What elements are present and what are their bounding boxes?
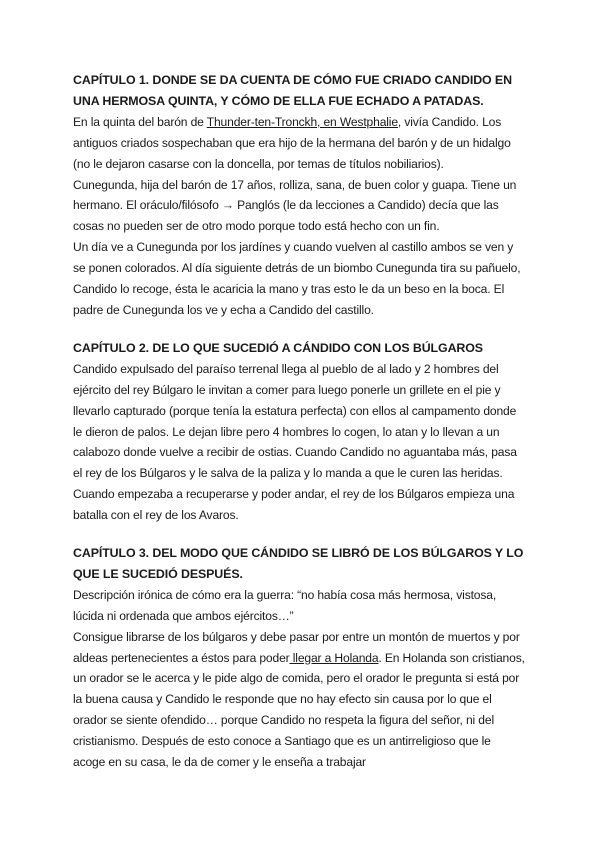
text-run: En la quinta del barón de: [73, 114, 207, 129]
text-run: Consigue librarse de los búlgaros y debe pasar por entre un montón de muertos y por aldeas pertenecientes a éstos para poder: [73, 629, 520, 665]
chapter-2-heading: CAPÍTULO 2. DE LO QUE SUCEDIÓ A CÁNDIDO CON LOS BÚLGAROS: [73, 340, 483, 355]
underlined-place-name: llegar a Holanda: [289, 650, 379, 665]
chapter-1: [73, 70, 525, 321]
text-run: Descripción irónica de cómo era la guerra: “no había cosa más hermosa, vistosa, lúcida ni ordenada que ambos ejércitos…”: [73, 587, 497, 623]
text-run: Un día ve a Cunegunda por los jardínes y cuando vuelven al castillo ambos se ven y se ponen colorados. Al día siguiente detrás de un biombo Cunegunda tira su pañuelo, Candido lo recoge, ésta le acaricia la mano y tras esto le da un beso en la boca. El padre de Cunegunda los ve y echa a Candido del castillo.: [73, 240, 521, 317]
chapter-3-paragraph-2: [73, 627, 525, 773]
chapter-3-heading: CAPÍTULO 3. DEL MODO QUE CÁNDIDO SE LIBRÓ DE LOS BÚLGAROS Y LO QUE LE SUCEDIÓ DESPUÉS.: [73, 546, 524, 581]
chapter-1-heading: CAPÍTULO 1. DONDE SE DA CUENTA DE CÓMO FUE CRIADO CANDIDO EN UNA HERMOSA QUINTA, Y CÓMO DE ELLA FUE ECHADO A PATADAS.: [73, 73, 512, 108]
text-run: Candido expulsado del paraíso terrenal llega al pueblo de al lado y 2 hombres del ejército del rey Búlgaro le invitan a comer para luego ponerle un grillete en el pie y llevarlo capturado (porque tenía la estatura perfecta) con ellos al campamento donde le dieron de palos. Le dejan libre pero 4 hombres lo cogen, lo atan y lo llevan a un calabozo donde vuelve a recibir de ostias. Cuando Candido no aguantaba más, pasa el rey de los Búlgaros y le salva de la paliza y lo manda a que le curen las heridas. Cuando empezaba a recuperarse y poder andar, el rey de los Búlgaros empieza una batalla con el rey de los Avaros.: [73, 361, 517, 523]
chapter-1-paragraph-1: [73, 112, 525, 175]
chapter-3-paragraph-1: [73, 585, 525, 627]
chapter-3: [73, 543, 525, 773]
chapter-1-paragraph-3: [73, 237, 525, 321]
text-run: Cunegunda, hija del barón de 17 años, rolliza, sana, de buen color y guapa. Tiene un hermano. El oráculo/filósofo → Panglós (le da lecciones a Candido) decía que las cosas no pueden ser de otro modo porque todo está hecho con un fin.: [73, 177, 517, 234]
chapter-1-paragraph-2: [73, 175, 525, 238]
chapter-2: [73, 338, 525, 526]
text-run: . En Holanda son cristianos, un orador se le acerca y le pide algo de comida, pero el orador le pregunta si está por la buena causa y Candido le responde que no hay efecto sin causa por lo que el orador se siente ofendido… porque Candido no respeta la figura del señor, ni del cristianismo. Después de esto conoce a Santiago que es un antirreligioso que le acoge en su casa, le da de comer y le enseña a trabajar: [73, 650, 525, 770]
underlined-place-name: Thunder-ten-Tronckh, en Westphalie: [206, 114, 398, 129]
document-page: [73, 70, 525, 773]
chapter-2-paragraph-1: [73, 359, 525, 526]
text-run: , vivía Candido. Los antiguos criados sospechaban que era hijo de la hermana del barón y de un hidalgo (no le dejaron casarse con la doncella, por temas de títulos nobiliarios).: [73, 114, 511, 171]
